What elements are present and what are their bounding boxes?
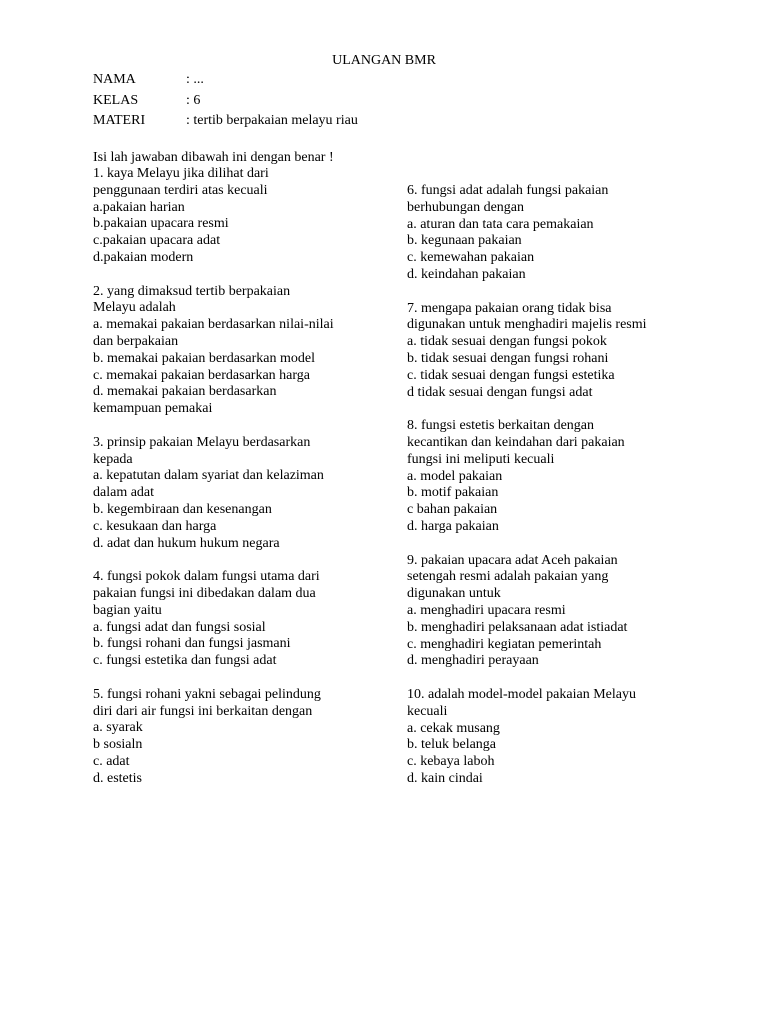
answer-option: a. fungsi adat dan fungsi sosial (93, 619, 266, 635)
answer-option: c. kemewahan pakaian (407, 250, 535, 266)
document-title: ULANGAN BMR (332, 53, 436, 68)
answer-option: c. tidak sesuai dengan fungsi estetika (407, 367, 615, 383)
answer-option: b. motif pakaian (407, 485, 499, 501)
question-block (407, 687, 707, 788)
answer-option: d. harga pakaian (407, 518, 499, 534)
answer-option: b. tidak sesuai dengan fungsi rohani (407, 350, 609, 366)
question-text: fungsi ini meliputi kecuali (407, 451, 555, 467)
answer-option: b.pakaian upacara resmi (93, 216, 229, 232)
question-spacer (407, 401, 707, 418)
answer-option: b. memakai pakaian berdasarkan model (93, 350, 315, 366)
answer-option: a. menghadiri upacara resmi (407, 602, 566, 618)
answer-option: b sosialn (93, 737, 143, 753)
answer-option: a. memakai pakaian berdasarkan nilai-nilai (93, 317, 334, 333)
header-label: MATERI (93, 113, 146, 128)
answer-option: d. menghadiri perayaan (407, 653, 539, 669)
answer-option: d. memakai pakaian berdasarkan (93, 384, 277, 400)
answer-option: dan berpakaian (93, 333, 179, 349)
answer-option: d. adat dan hukum hukum negara (93, 535, 280, 551)
answer-option: a. tidak sesuai dengan fungsi pokok (407, 334, 607, 350)
question-text: 5. fungsi rohani yakni sebagai pelindung (93, 686, 321, 702)
question-text: 10. adalah model-model pakaian Melayu (407, 686, 636, 702)
question-spacer (407, 536, 707, 553)
question-text: 9. pakaian upacara adat Aceh pakaian (407, 552, 618, 568)
header-label: NAMA (93, 72, 136, 87)
question-text: 8. fungsi estetis berkaitan dengan (407, 418, 595, 434)
header-value: : 6 (186, 92, 201, 108)
question-block (93, 687, 393, 788)
answer-option: c. memakai pakaian berdasarkan harga (93, 367, 311, 383)
question-spacer (93, 670, 393, 687)
question-text: 6. fungsi adat adalah fungsi pakaian (407, 183, 609, 198)
answer-option: c bahan pakaian (407, 502, 498, 518)
answer-option: a. cekak musang (407, 720, 500, 736)
question-block (407, 183, 707, 284)
header-value: : ... (186, 72, 204, 87)
question-block (407, 553, 707, 671)
question-text: diri dari air fungsi ini berkaitan dengan (93, 703, 313, 719)
answer-option: d.pakaian modern (93, 249, 194, 265)
question-block (93, 435, 393, 553)
question-text: digunakan untuk menghadiri majelis resmi (407, 317, 647, 333)
question-text: 1. kaya Melayu jika dilihat dari (93, 166, 269, 181)
header-row-materi (93, 111, 358, 132)
answer-option: d tidak sesuai dengan fungsi adat (407, 384, 593, 400)
question-text: penggunaan terdiri atas kecuali (93, 182, 268, 198)
answer-option: a. aturan dan tata cara pemakaian (407, 216, 594, 232)
question-text: digunakan untuk (407, 586, 501, 602)
question-block (407, 418, 707, 536)
question-spacer (407, 670, 707, 687)
answer-option: dalam adat (93, 485, 155, 501)
answer-option: a. syarak (93, 720, 143, 736)
answer-option: kemampuan pemakai (93, 401, 213, 417)
answer-option: b. kegunaan pakaian (407, 233, 522, 249)
question-text: 4. fungsi pokok dalam fungsi utama dari (93, 569, 320, 585)
question-text: kecantikan dan keindahan dari pakaian (407, 434, 625, 450)
question-spacer (93, 418, 393, 435)
question-spacer (93, 552, 393, 569)
answer-option: c. menghadiri kegiatan pemerintah (407, 636, 602, 652)
question-text: 3. prinsip pakaian Melayu berdasarkan (93, 434, 311, 450)
answer-option: c. kebaya laboh (407, 754, 495, 770)
question-text: 7. mengapa pakaian orang tidak bisa (407, 300, 612, 316)
question-text: 2. yang dimaksud tertib berpakaian (93, 283, 291, 299)
question-spacer (93, 267, 393, 284)
question-block (407, 301, 707, 402)
answer-option: b. teluk belanga (407, 737, 497, 753)
question-block (93, 284, 393, 418)
question-text: Melayu adalah (93, 300, 176, 316)
answer-option: d. keindahan pakaian (407, 266, 526, 282)
question-block (93, 166, 393, 267)
answer-option: b. fungsi rohani dan fungsi jasmani (93, 636, 291, 652)
answer-option: c.pakaian upacara adat (93, 233, 221, 249)
question-text: pakaian fungsi ini dibedakan dalam dua (93, 585, 316, 601)
question-spacer (407, 284, 707, 301)
question-text: kecuali (407, 703, 448, 719)
answer-option: a. model pakaian (407, 468, 503, 484)
answer-option: d. kain cindai (407, 770, 483, 786)
answer-option: d. estetis (93, 770, 142, 786)
answer-option: b. kegembiraan dan kesenangan (93, 501, 272, 517)
answer-option: b. menghadiri pelaksanaan adat istiadat (407, 619, 628, 635)
left-question-column (93, 166, 393, 787)
answer-option: c. adat (93, 753, 130, 769)
header-label: KELAS (93, 92, 139, 108)
right-question-column (407, 183, 707, 788)
answer-option: a. kepatutan dalam syariat dan kelaziman (93, 468, 324, 484)
answer-option: a.pakaian harian (93, 199, 185, 215)
question-block (93, 569, 393, 670)
question-text: setengah resmi adalah pakaian yang (407, 569, 609, 585)
answer-option: c. kesukaan dan harga (93, 518, 217, 534)
answer-option: c. fungsi estetika dan fungsi adat (93, 653, 277, 669)
question-text: kepada (93, 451, 133, 467)
header-block (93, 70, 358, 132)
header-row-kelas (93, 91, 358, 112)
instruction-text: Isi lah jawaban dibawah ini dengan benar ! (93, 150, 334, 165)
header-value: : tertib berpakaian melayu riau (186, 113, 358, 128)
question-text: bagian yaitu (93, 602, 162, 618)
question-text: berhubungan dengan (407, 199, 525, 215)
header-row-nama (93, 70, 358, 91)
